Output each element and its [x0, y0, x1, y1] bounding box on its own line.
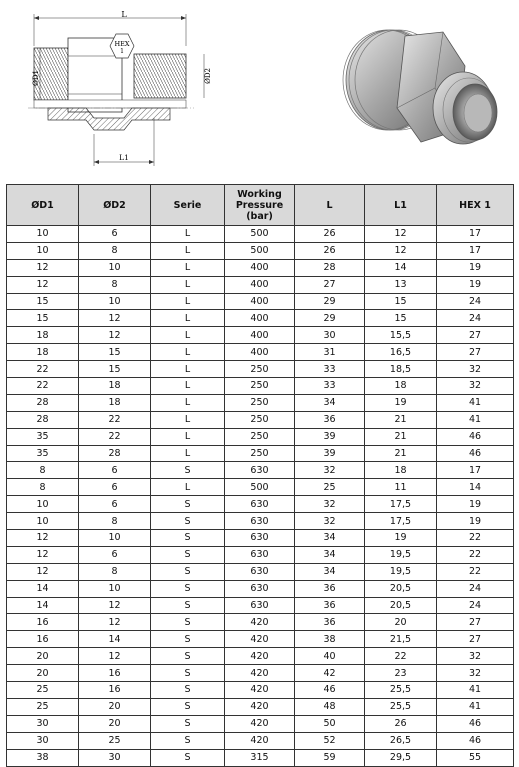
- table-cell: 25,5: [365, 682, 437, 699]
- table-cell: 27: [295, 276, 365, 293]
- table-cell: 21: [365, 428, 437, 445]
- col-header-hex1: HEX 1: [437, 185, 514, 226]
- table-cell: 10: [79, 259, 151, 276]
- table-row: [7, 226, 514, 243]
- table-row: [7, 411, 514, 428]
- table-body: [7, 226, 514, 767]
- table-row: [7, 445, 514, 462]
- table-cell: 24: [437, 310, 514, 327]
- table-cell: 22: [79, 411, 151, 428]
- table-cell: 15: [365, 310, 437, 327]
- table-cell: 46: [437, 715, 514, 732]
- table-cell: S: [151, 698, 225, 715]
- table-cell: 29,5: [365, 749, 437, 766]
- table-cell: 630: [225, 563, 295, 580]
- table-cell: S: [151, 496, 225, 513]
- table-cell: 22: [79, 428, 151, 445]
- table-cell: 12: [7, 259, 79, 276]
- table-cell: 18: [7, 344, 79, 361]
- table-cell: 41: [437, 411, 514, 428]
- table-cell: 12: [365, 242, 437, 259]
- table-cell: 46: [437, 428, 514, 445]
- table-cell: 22: [7, 378, 79, 395]
- table-cell: 52: [295, 732, 365, 749]
- table-row: [7, 293, 514, 310]
- table-cell: 8: [79, 563, 151, 580]
- col-header-working-pressure: Working Pressure (bar): [225, 185, 295, 226]
- table-cell: 33: [295, 378, 365, 395]
- table-cell: 13: [365, 276, 437, 293]
- table-cell: 400: [225, 310, 295, 327]
- table-cell: 19: [437, 259, 514, 276]
- table-cell: 27: [437, 614, 514, 631]
- table-cell: 32: [437, 665, 514, 682]
- table-cell: 19,5: [365, 546, 437, 563]
- table-row: [7, 361, 514, 378]
- table-cell: S: [151, 732, 225, 749]
- table-cell: 6: [79, 546, 151, 563]
- table-cell: 18: [365, 462, 437, 479]
- table-row: [7, 732, 514, 749]
- table-row: [7, 378, 514, 395]
- table-cell: S: [151, 665, 225, 682]
- table-cell: 630: [225, 546, 295, 563]
- table-cell: 32: [437, 378, 514, 395]
- table-cell: 630: [225, 580, 295, 597]
- table-row: [7, 614, 514, 631]
- table-cell: 33: [295, 361, 365, 378]
- table-row: [7, 597, 514, 614]
- dimension-d1-label: ØD1: [32, 70, 40, 86]
- table-cell: 32: [437, 648, 514, 665]
- table-cell: 20,5: [365, 597, 437, 614]
- table-row: [7, 462, 514, 479]
- table-cell: 630: [225, 530, 295, 547]
- table-cell: L: [151, 394, 225, 411]
- table-cell: 12: [79, 310, 151, 327]
- hex-number-label: 1: [120, 48, 124, 55]
- table-row: [7, 259, 514, 276]
- table-cell: 14: [437, 479, 514, 496]
- table-cell: 12: [365, 226, 437, 243]
- table-cell: 12: [79, 327, 151, 344]
- table-cell: 18: [79, 378, 151, 395]
- table-cell: S: [151, 682, 225, 699]
- table-cell: 28: [7, 411, 79, 428]
- table-cell: L: [151, 242, 225, 259]
- product-drawings: [0, 0, 519, 178]
- table-row: [7, 276, 514, 293]
- table-row: [7, 513, 514, 530]
- table-cell: 36: [295, 580, 365, 597]
- table-cell: 6: [79, 496, 151, 513]
- table-cell: 20: [7, 648, 79, 665]
- table-cell: 12: [7, 546, 79, 563]
- table-cell: S: [151, 648, 225, 665]
- table-cell: 20: [79, 698, 151, 715]
- table-cell: 15: [7, 310, 79, 327]
- table-cell: 39: [295, 445, 365, 462]
- specification-table: [6, 184, 514, 767]
- table-cell: 35: [7, 428, 79, 445]
- table-cell: 29: [295, 310, 365, 327]
- table-cell: 10: [7, 513, 79, 530]
- table-cell: 15: [7, 293, 79, 310]
- table-cell: 11: [365, 479, 437, 496]
- table-cell: 10: [7, 496, 79, 513]
- table-cell: 38: [295, 631, 365, 648]
- table-cell: 315: [225, 749, 295, 766]
- table-cell: S: [151, 563, 225, 580]
- dimension-d2-label: ØD2: [204, 68, 212, 84]
- table-cell: 12: [7, 563, 79, 580]
- table-cell: 46: [295, 682, 365, 699]
- table-cell: 8: [7, 462, 79, 479]
- table-cell: 32: [295, 513, 365, 530]
- table-cell: L: [151, 428, 225, 445]
- table-cell: 59: [295, 749, 365, 766]
- table-cell: 250: [225, 428, 295, 445]
- table-cell: 36: [295, 597, 365, 614]
- table-row: [7, 310, 514, 327]
- table-cell: 250: [225, 445, 295, 462]
- table-cell: 20: [365, 614, 437, 631]
- table-cell: 12: [7, 530, 79, 547]
- table-cell: 15: [365, 293, 437, 310]
- table-row: [7, 580, 514, 597]
- dimension-l-label: L: [121, 10, 127, 19]
- table-cell: 19: [437, 276, 514, 293]
- table-header-row: [7, 185, 514, 226]
- table-cell: L: [151, 445, 225, 462]
- table-cell: L: [151, 344, 225, 361]
- table-cell: 34: [295, 546, 365, 563]
- table-cell: 28: [295, 259, 365, 276]
- table-cell: S: [151, 715, 225, 732]
- table-cell: 16: [7, 631, 79, 648]
- table-row: [7, 530, 514, 547]
- table-cell: 420: [225, 665, 295, 682]
- fitting-photo: [335, 18, 505, 163]
- table-cell: 24: [437, 293, 514, 310]
- table-cell: 19: [365, 394, 437, 411]
- table-cell: L: [151, 259, 225, 276]
- table-cell: 35: [7, 445, 79, 462]
- table-cell: 8: [79, 276, 151, 293]
- table-cell: 26: [365, 715, 437, 732]
- table-cell: 15: [79, 361, 151, 378]
- table-cell: 41: [437, 698, 514, 715]
- table-cell: 400: [225, 293, 295, 310]
- table-cell: 16: [79, 665, 151, 682]
- table-cell: 32: [295, 496, 365, 513]
- table-cell: 17,5: [365, 513, 437, 530]
- table-cell: 31: [295, 344, 365, 361]
- table-cell: 22: [365, 648, 437, 665]
- table-cell: 28: [79, 445, 151, 462]
- technical-drawing: [28, 6, 238, 178]
- table-cell: 18,5: [365, 361, 437, 378]
- table-cell: 25: [7, 698, 79, 715]
- table-cell: 34: [295, 530, 365, 547]
- table-cell: 36: [295, 614, 365, 631]
- table-row: [7, 479, 514, 496]
- table-cell: 27: [437, 631, 514, 648]
- table-cell: 21: [365, 445, 437, 462]
- table-cell: 6: [79, 462, 151, 479]
- table-cell: S: [151, 530, 225, 547]
- table-cell: 420: [225, 698, 295, 715]
- table-cell: 41: [437, 682, 514, 699]
- table-cell: 10: [7, 226, 79, 243]
- table-cell: 400: [225, 259, 295, 276]
- table-cell: 250: [225, 361, 295, 378]
- table-cell: 18: [79, 394, 151, 411]
- table-cell: L: [151, 276, 225, 293]
- table-cell: 17: [437, 242, 514, 259]
- table-row: [7, 648, 514, 665]
- table-cell: 38: [7, 749, 79, 766]
- table-cell: 30: [79, 749, 151, 766]
- table-row: [7, 682, 514, 699]
- table-cell: 420: [225, 732, 295, 749]
- table-row: [7, 242, 514, 259]
- table-row: [7, 344, 514, 361]
- table-cell: 16,5: [365, 344, 437, 361]
- table-cell: 25: [79, 732, 151, 749]
- table-cell: 14: [365, 259, 437, 276]
- table-cell: 26,5: [365, 732, 437, 749]
- table-cell: 420: [225, 648, 295, 665]
- table-cell: 500: [225, 242, 295, 259]
- table-cell: 25,5: [365, 698, 437, 715]
- table-cell: 40: [295, 648, 365, 665]
- table-cell: 27: [437, 327, 514, 344]
- table-cell: L: [151, 479, 225, 496]
- table-cell: 55: [437, 749, 514, 766]
- table-cell: 250: [225, 394, 295, 411]
- table-cell: 12: [79, 597, 151, 614]
- table-cell: L: [151, 327, 225, 344]
- table-cell: 400: [225, 327, 295, 344]
- table-cell: 400: [225, 276, 295, 293]
- table-cell: 30: [295, 327, 365, 344]
- table-cell: 22: [7, 361, 79, 378]
- table-cell: S: [151, 462, 225, 479]
- table-row: [7, 546, 514, 563]
- table-cell: 500: [225, 226, 295, 243]
- table-row: [7, 327, 514, 344]
- table-row: [7, 394, 514, 411]
- col-header-l: L: [295, 185, 365, 226]
- table-cell: 14: [79, 631, 151, 648]
- table-cell: 19: [365, 530, 437, 547]
- table-cell: 18: [365, 378, 437, 395]
- table-cell: 50: [295, 715, 365, 732]
- table-row: [7, 698, 514, 715]
- table-cell: 420: [225, 631, 295, 648]
- table-cell: 15: [79, 344, 151, 361]
- table-row: [7, 563, 514, 580]
- table-cell: L: [151, 226, 225, 243]
- hex-label: HEX: [114, 40, 130, 48]
- table-cell: 17,5: [365, 496, 437, 513]
- table-cell: 630: [225, 496, 295, 513]
- table-cell: 420: [225, 715, 295, 732]
- table-cell: 24: [437, 580, 514, 597]
- table-row: [7, 428, 514, 445]
- table-cell: 17: [437, 226, 514, 243]
- table-row: [7, 496, 514, 513]
- table-cell: L: [151, 293, 225, 310]
- table-cell: 22: [437, 530, 514, 547]
- table-cell: 41: [437, 394, 514, 411]
- table-row: [7, 715, 514, 732]
- table-row: [7, 749, 514, 766]
- table-cell: 14: [7, 597, 79, 614]
- table-cell: 22: [437, 546, 514, 563]
- table-cell: 8: [7, 479, 79, 496]
- table-cell: S: [151, 546, 225, 563]
- table-row: [7, 631, 514, 648]
- table-cell: 28: [7, 394, 79, 411]
- table-cell: S: [151, 749, 225, 766]
- table-cell: 250: [225, 378, 295, 395]
- table-cell: 630: [225, 462, 295, 479]
- table-cell: 12: [7, 276, 79, 293]
- table-cell: 14: [7, 580, 79, 597]
- table-cell: 26: [295, 242, 365, 259]
- table-cell: 6: [79, 479, 151, 496]
- table-cell: 39: [295, 428, 365, 445]
- table-cell: 23: [365, 665, 437, 682]
- table-cell: 24: [437, 597, 514, 614]
- table-cell: 34: [295, 563, 365, 580]
- table-cell: 16: [79, 682, 151, 699]
- table-cell: 8: [79, 513, 151, 530]
- table-cell: 30: [7, 732, 79, 749]
- table-cell: 19: [437, 513, 514, 530]
- col-header-serie: Serie: [151, 185, 225, 226]
- table-cell: 34: [295, 394, 365, 411]
- table-cell: 32: [295, 462, 365, 479]
- table-cell: S: [151, 580, 225, 597]
- table-cell: 19: [437, 496, 514, 513]
- table-cell: S: [151, 597, 225, 614]
- table-cell: 20: [7, 665, 79, 682]
- table-cell: S: [151, 631, 225, 648]
- table-cell: 6: [79, 226, 151, 243]
- table-cell: 46: [437, 445, 514, 462]
- dimension-l1-label: L1: [119, 153, 129, 162]
- table-cell: 400: [225, 344, 295, 361]
- table-cell: 12: [79, 648, 151, 665]
- table-cell: L: [151, 310, 225, 327]
- table-cell: 19,5: [365, 563, 437, 580]
- table-cell: S: [151, 614, 225, 631]
- table-cell: 46: [437, 732, 514, 749]
- table-cell: 42: [295, 665, 365, 682]
- col-header-l1: L1: [365, 185, 437, 226]
- table-cell: 32: [437, 361, 514, 378]
- table-cell: L: [151, 378, 225, 395]
- table-cell: 20: [79, 715, 151, 732]
- table-cell: 17: [437, 462, 514, 479]
- table-cell: 30: [7, 715, 79, 732]
- table-cell: 630: [225, 513, 295, 530]
- table-cell: 10: [79, 293, 151, 310]
- table-cell: 8: [79, 242, 151, 259]
- table-cell: 27: [437, 344, 514, 361]
- table-cell: 36: [295, 411, 365, 428]
- table-cell: 18: [7, 327, 79, 344]
- table-cell: 10: [79, 580, 151, 597]
- table-cell: 29: [295, 293, 365, 310]
- table-cell: 630: [225, 597, 295, 614]
- table-cell: 25: [7, 682, 79, 699]
- table-row: [7, 665, 514, 682]
- table-cell: 12: [79, 614, 151, 631]
- table-cell: 22: [437, 563, 514, 580]
- table-cell: 21: [365, 411, 437, 428]
- table-cell: S: [151, 513, 225, 530]
- table-cell: 10: [7, 242, 79, 259]
- table-cell: 21,5: [365, 631, 437, 648]
- table-cell: 48: [295, 698, 365, 715]
- table-cell: 15,5: [365, 327, 437, 344]
- table-cell: L: [151, 411, 225, 428]
- table-cell: 420: [225, 682, 295, 699]
- col-header-d2: ØD2: [79, 185, 151, 226]
- table-cell: 500: [225, 479, 295, 496]
- table-cell: L: [151, 361, 225, 378]
- table-cell: 250: [225, 411, 295, 428]
- table-cell: 25: [295, 479, 365, 496]
- col-header-d1: ØD1: [7, 185, 79, 226]
- table-cell: 10: [79, 530, 151, 547]
- table-cell: 16: [7, 614, 79, 631]
- table-cell: 420: [225, 614, 295, 631]
- table-cell: 20,5: [365, 580, 437, 597]
- table-cell: 26: [295, 226, 365, 243]
